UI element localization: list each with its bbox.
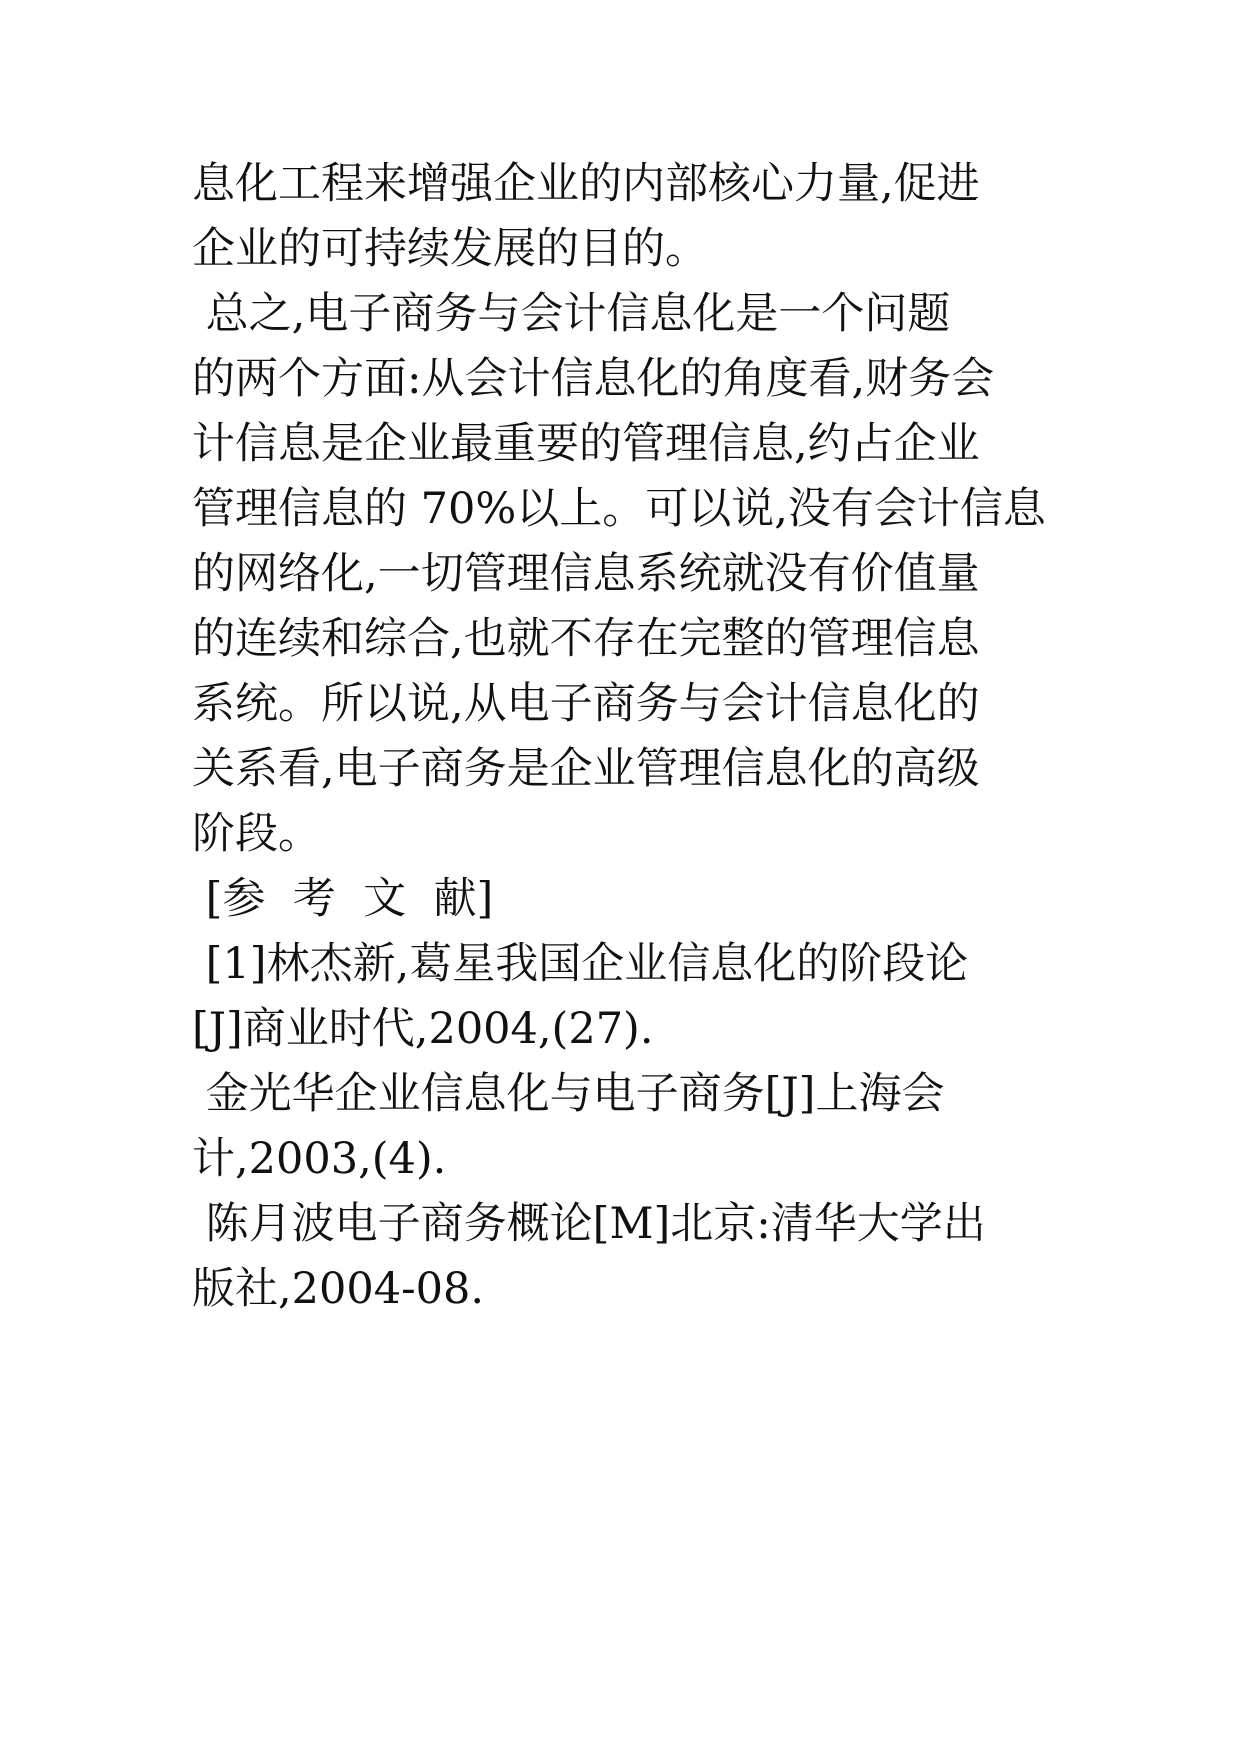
- paragraph-line: 息化工程来增强企业的内部核心力量,促进: [192, 159, 980, 209]
- body-text: [192, 152, 1072, 1322]
- paragraph-line: 系统。所以说,从电子商务与会计信息化的: [192, 679, 980, 729]
- reference-line: [1]林杰新,葛星我国企业信息化的阶段论: [192, 939, 969, 989]
- paragraph-line: 企业的可持续发展的目的。: [192, 224, 708, 274]
- reference-line: 金光华企业信息化与电子商务[J]上海会: [192, 1069, 945, 1119]
- references-heading: [参 考 文 献]: [192, 874, 494, 924]
- reference-line: 版社,2004-08.: [192, 1264, 485, 1314]
- paragraph-line: 总之,电子商务与会计信息化是一个问题: [192, 289, 951, 339]
- reference-line: [J]商业时代,2004,(27).: [192, 1004, 654, 1054]
- paragraph-line: 关系看,电子商务是企业管理信息化的高级: [192, 744, 980, 794]
- reference-line: 计,2003,(4).: [192, 1134, 447, 1184]
- paragraph-line: 的连续和综合,也就不存在完整的管理信息: [192, 614, 980, 664]
- paragraph-line: 管理信息的 70%以上。可以说,没有会计信息: [192, 484, 1046, 534]
- paragraph-line: 计信息是企业最重要的管理信息,约占企业: [192, 419, 980, 469]
- paragraph-line: 的网络化,一切管理信息系统就没有价值量: [192, 549, 980, 599]
- paragraph-line: 的两个方面:从会计信息化的角度看,财务会: [192, 354, 995, 404]
- paragraph-line: 阶段。: [192, 809, 321, 859]
- reference-line: 陈月波电子商务概论[M]北京:清华大学出: [192, 1199, 986, 1249]
